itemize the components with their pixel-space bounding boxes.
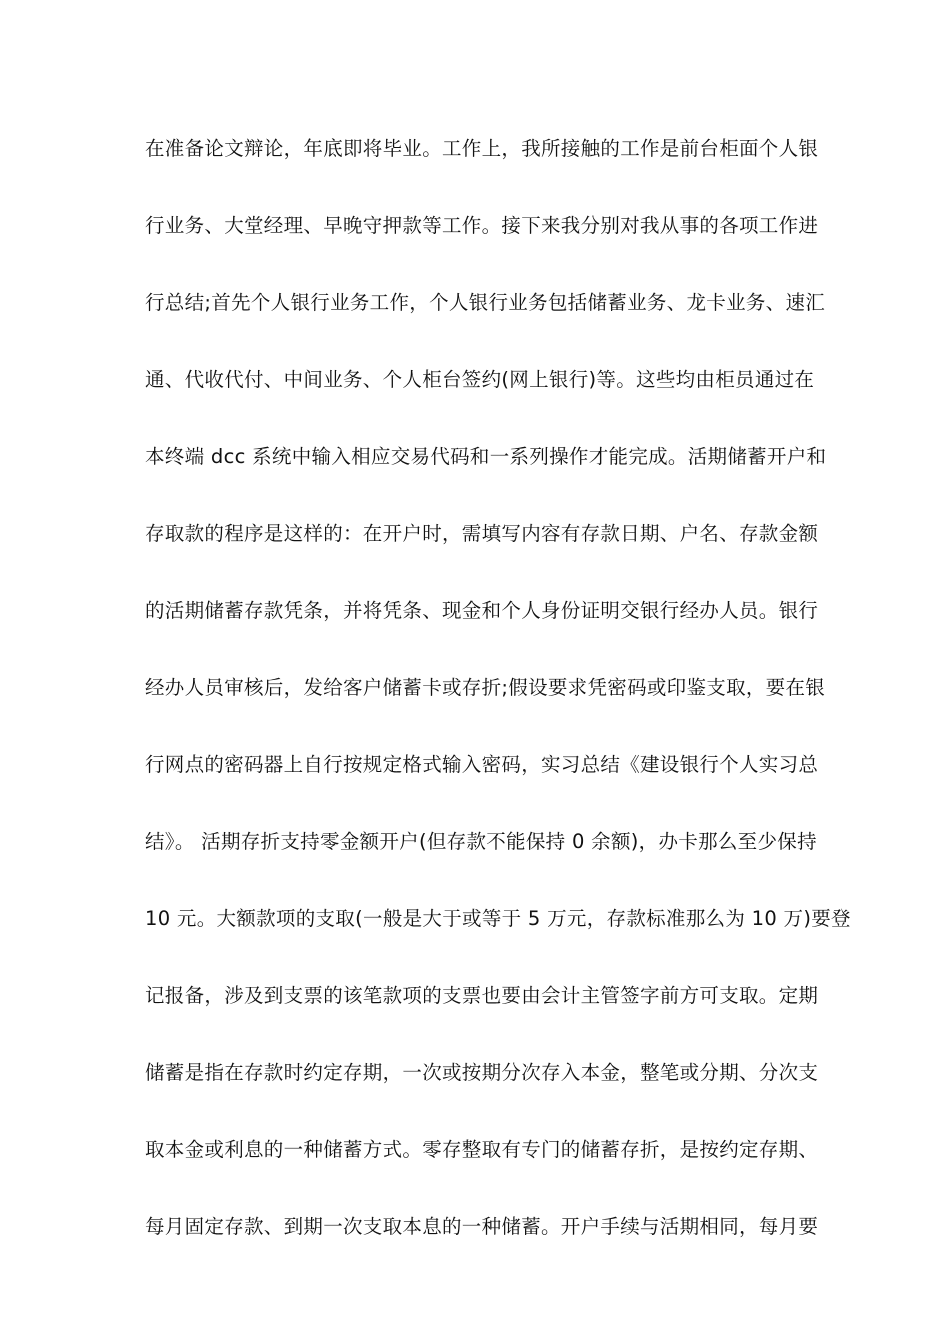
- text-line-3: 行总结;首先个人银行业务工作，个人银行业务包括储蓄业务、龙卡业务、速汇: [145, 290, 826, 314]
- text-line-5: 本终端 dcc 系统中输入相应交易代码和一系列操作才能完成。活期储蓄开户和: [145, 444, 827, 468]
- text-line-1: 在准备论文辩论，年底即将毕业。工作上，我所接触的工作是前台柜面个人银: [145, 137, 819, 160]
- text-line-14: 取本金或利息的一种储蓄方式。零存整取有专门的储蓄存折，是按约定存期、: [145, 1137, 819, 1161]
- text-line-10: 结》。 活期存折支持零金额开户(但存款不能保持 0 余额)，办卡那么至少保持: [145, 829, 817, 853]
- text-line-9: 行网点的密码器上自行按规定格式输入密码，实习总结《建设银行个人实习总: [145, 752, 819, 776]
- body-text: [145, 130, 851, 1285]
- text-line-11: 10 元。大额款项的支取(一般是大于或等于 5 万元，存款标准那么为 10 万)要登: [145, 906, 851, 930]
- text-line-13: 储蓄是指在存款时约定存期，一次或按期分次存入本金，整笔或分期、分次支: [145, 1060, 819, 1084]
- text-line-7: 的活期储蓄存款凭条，并将凭条、现金和个人身份证明交银行经办人员。银行: [145, 598, 819, 622]
- text-line-12: 记报备，涉及到支票的该笔款项的支票也要由会计主管签字前方可支取。定期: [145, 983, 819, 1007]
- text-line-4: 通、代收代付、中间业务、个人柜台签约(网上银行)等。这些均由柜员通过在: [145, 367, 815, 391]
- text-line-15: 每月固定存款、到期一次支取本息的一种储蓄。开户手续与活期相同，每月要: [145, 1214, 819, 1238]
- text-line-6: 存取款的程序是这样的：在开户时，需填写内容有存款日期、户名、存款金额: [145, 521, 819, 545]
- text-line-2: 行业务、大堂经理、早晚守押款等工作。接下来我分别对我从事的各项工作进: [145, 213, 819, 237]
- text-line-8: 经办人员审核后，发给客户储蓄卡或存折;假设要求凭密码或印鉴支取，要在银: [145, 675, 826, 699]
